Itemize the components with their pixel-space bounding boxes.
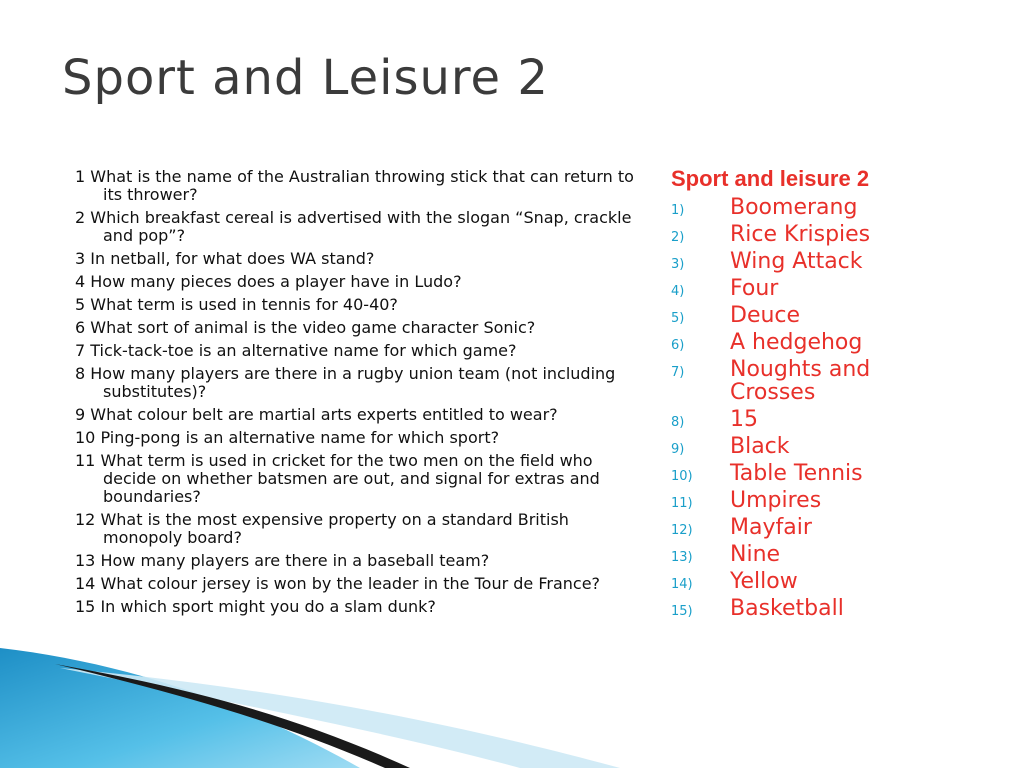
answer-text: A hedgehog (730, 330, 863, 355)
question-item: 11 What term is used in cricket for the two men on the field who decide on whether batsmen are out, and signal for extras and boundaries? (75, 451, 600, 506)
question-item: 6 What sort of animal is the video game character Sonic? (75, 318, 536, 337)
answer-number: 10) (671, 469, 693, 484)
answer-number: 7) (671, 365, 685, 380)
answer-number: 6) (671, 338, 685, 353)
answer-item (671, 462, 991, 485)
answer-text: Black (730, 434, 790, 459)
question-list (75, 168, 635, 621)
question-item: 14 What colour jersey is won by the leader in the Tour de France? (75, 574, 601, 593)
question-item: 5 What term is used in tennis for 40-40? (75, 295, 398, 314)
question-item: 3 In netball, for what does WA stand? (75, 249, 375, 268)
answer-item (671, 331, 991, 354)
answer-number: 13) (671, 550, 693, 565)
question-item: 7 Tick-tack-toe is an alternative name for which game? (75, 341, 517, 360)
question-item: 9 What colour belt are martial arts experts entitled to wear? (75, 405, 558, 424)
answer-number: 12) (671, 523, 693, 538)
answer-number: 14) (671, 577, 693, 592)
answer-item (671, 570, 991, 593)
answer-item (671, 196, 991, 219)
slide-title: Sport and Leisure 2 (62, 50, 549, 106)
answer-item (671, 408, 991, 431)
answer-text: Basketball (730, 596, 844, 621)
answer-item (671, 597, 991, 620)
answer-item (671, 543, 991, 566)
answer-number: 1) (671, 203, 685, 218)
question-item: 4 How many pieces does a player have in Ludo? (75, 272, 462, 291)
answer-text: Noughts and Crosses (730, 357, 871, 405)
answer-text: Nine (730, 542, 781, 567)
answer-number: 2) (671, 230, 685, 245)
answer-item (671, 358, 991, 404)
answer-item (671, 277, 991, 300)
question-item: 8 How many players are there in a rugby union team (not including substitutes)? (75, 364, 616, 401)
answer-text: 15 (730, 407, 758, 432)
answer-text: Four (730, 276, 779, 301)
answer-number: 11) (671, 496, 693, 511)
answer-text: Umpires (730, 488, 822, 513)
answer-item (671, 435, 991, 458)
answer-item (671, 223, 991, 246)
answer-item (671, 516, 991, 539)
answer-list (671, 196, 991, 624)
answer-number: 4) (671, 284, 685, 299)
answer-text: Boomerang (730, 195, 858, 220)
answer-item (671, 489, 991, 512)
answer-number: 3) (671, 257, 685, 272)
answer-text: Yellow (730, 569, 798, 594)
answers-heading: Sport and leisure 2 (671, 166, 870, 191)
answer-number: 15) (671, 604, 693, 619)
question-item: 1 What is the name of the Australian throwing stick that can return to its thrower? (75, 167, 634, 204)
answer-item (671, 304, 991, 327)
answer-text: Mayfair (730, 515, 812, 540)
answer-text: Table Tennis (730, 461, 863, 486)
answer-text: Deuce (730, 303, 801, 328)
question-item: 10 Ping-pong is an alternative name for which sport? (75, 428, 500, 447)
answer-text: Rice Krispies (730, 222, 871, 247)
question-item: 13 How many players are there in a baseball team? (75, 551, 490, 570)
answer-text: Wing Attack (730, 249, 863, 274)
answer-number: 8) (671, 415, 685, 430)
answer-number: 9) (671, 442, 685, 457)
answer-number: 5) (671, 311, 685, 326)
answer-item (671, 250, 991, 273)
question-item: 12 What is the most expensive property on a standard British monopoly board? (75, 510, 569, 547)
question-item: 15 In which sport might you do a slam dunk? (75, 597, 436, 616)
question-item: 2 Which breakfast cereal is advertised with the slogan “Snap, crackle and pop”? (75, 208, 632, 245)
